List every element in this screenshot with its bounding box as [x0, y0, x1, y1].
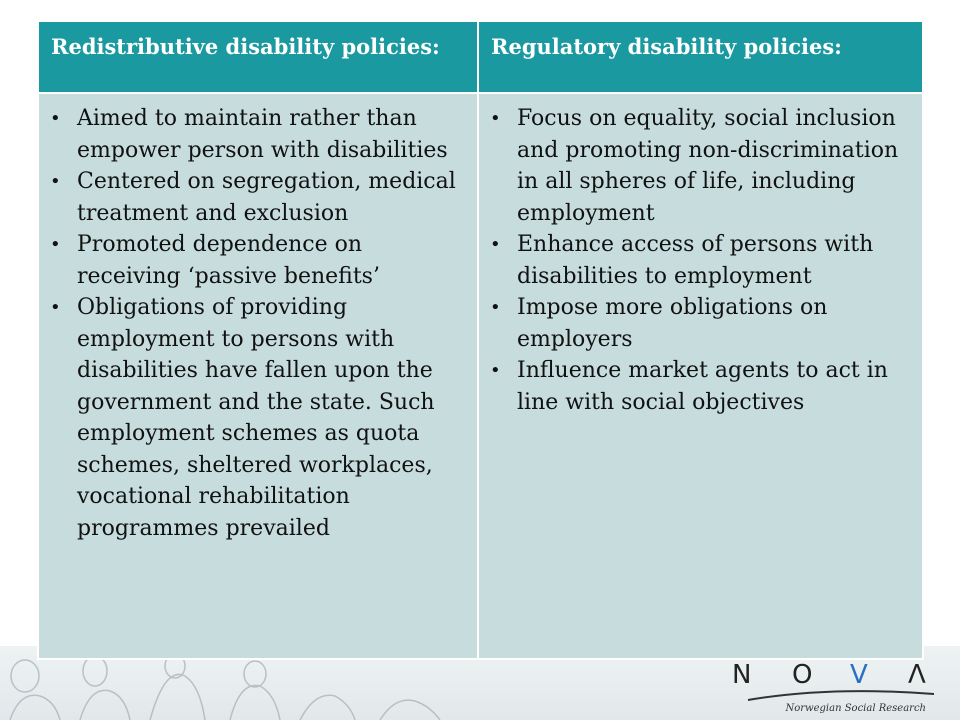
list-item — [50, 229, 469, 292]
list-item-text: Enhance access of persons with disabilities to employment — [517, 232, 874, 289]
list-item-text: Aimed to maintain rather than empower person with disabilities — [77, 106, 448, 163]
header-regulatory: Regulatory disability policies: — [478, 21, 923, 93]
logo-letter-v: V — [850, 660, 868, 690]
bullet-icon: • — [50, 234, 61, 255]
logo-letter-a: Λ — [908, 660, 926, 690]
bullet-icon: • — [50, 108, 61, 129]
regulatory-cell — [478, 93, 923, 659]
regulatory-list — [487, 103, 914, 418]
list-item-text: Impose more obligations on employers — [517, 295, 828, 352]
bullet-icon: • — [490, 297, 501, 318]
redistributive-list — [47, 103, 469, 544]
bullet-icon: • — [50, 171, 61, 192]
policy-comparison-table — [37, 20, 924, 660]
list-item-text: Focus on equality, social inclusion and promoting non-discrimination in all spheres of life, including employment — [517, 106, 899, 226]
table-body-row — [38, 93, 923, 659]
logo-subtitle: Norwegian Social Research — [785, 703, 926, 714]
list-item-text: Influence market agents to act in line with social objectives — [517, 358, 888, 415]
bullet-icon: • — [50, 297, 61, 318]
logo-letter-o: O — [792, 660, 813, 690]
list-item — [490, 103, 914, 229]
header-redistributive: Redistributive disability policies: — [38, 21, 478, 93]
nova-logo — [720, 658, 940, 720]
bullet-icon: • — [490, 108, 501, 129]
list-item — [50, 166, 469, 229]
list-item — [50, 103, 469, 166]
bullet-icon: • — [490, 234, 501, 255]
logo-letter-n: N — [732, 660, 752, 690]
list-item-text: Obligations of providing employment to persons with disabilities have fallen upon the government and the state. Such employment schemes as quota schemes, sheltered workplaces, vocational rehabilitation programmes prevailed — [77, 295, 435, 541]
list-item-text: Centered on segregation, medical treatment and exclusion — [77, 169, 456, 226]
table-header-row — [38, 21, 923, 93]
list-item — [50, 292, 469, 544]
list-item-text: Promoted dependence on receiving ‘passive benefits’ — [77, 232, 380, 289]
list-item — [490, 229, 914, 292]
bullet-icon: • — [490, 360, 501, 381]
list-item — [490, 355, 914, 418]
redistributive-cell — [38, 93, 478, 659]
list-item — [490, 292, 914, 355]
